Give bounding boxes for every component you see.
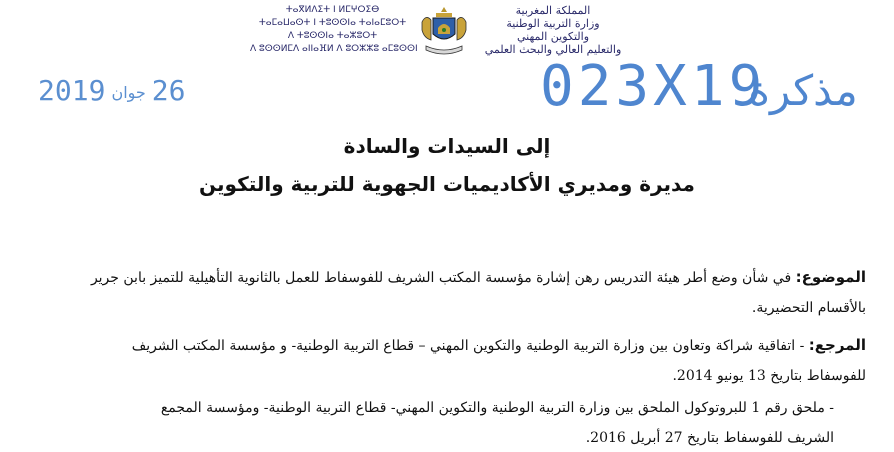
ministry-header — [478, 4, 628, 56]
tifinagh-line-3: ⴷ ⵜⵓⵙⵙⵏⴰ ⵜⴰⵣⵓⵔⵜ — [287, 31, 378, 41]
reference-2-line-2: الشريف للفوسفاط بتاريخ 27 أبريل 2016. — [585, 430, 834, 446]
reference-1-line-1 — [26, 336, 866, 354]
reference-1-text-1: - اتفاقية شراكة وتعاون بين وزارة التربية الوطنية والتكوين المهني – قطاع التربية الوطنية- و مؤسسة المكتب الشريف — [131, 338, 805, 354]
subject-line-1 — [26, 268, 866, 286]
addressee-line-1: إلى السيدات والسادة — [343, 134, 551, 158]
tifinagh-line-4: ⴷ ⵓⵙⵙⵍⵎⴷ ⴰⵏⵏⴰⴼⵍ ⴷ ⵓⵔⵣⵣⵓ ⴰⵎⵓⵙⵙⵏ — [250, 44, 418, 54]
addressee-line-2: مديرة ومديري الأكاديميات الجهوية للتربية والتكوين — [199, 172, 695, 196]
subject-label: الموضوع: — [795, 268, 866, 286]
stamp-day: 26 — [151, 74, 186, 107]
subject-text-1: في شأن وضع أطر هيئة التدريس رهن إشارة مؤسسة المكتب الشريف للفوسفاط للعمل بالثانوية التأهيلية للتميز بابن جرير — [90, 270, 792, 286]
stamp-month: جوان — [111, 82, 146, 102]
ministry-line-4: والتعليم العالي والبحث العلمي — [484, 43, 622, 56]
ministry-line-2: وزارة التربية الوطنية — [506, 17, 600, 30]
reference-2-line-1: - ملحق رقم 1 للبروتوكول الملحق بين وزارة التربية الوطنية والتكوين المهني- قطاع التربية الوطنية- ومؤسسة المجمع — [160, 400, 834, 416]
reference-label: المرجع: — [808, 336, 866, 354]
ministry-line-1: المملكة المغربية — [515, 4, 591, 17]
tifinagh-line-1: ⵜⴰⴳⵍⴷⵉⵜ ⵏ ⵍⵎⵖⵔⵉⴱ — [285, 5, 380, 15]
subject-line-2: بالأقسام التحضيرية. — [751, 300, 866, 316]
stamp-number: 023X19 — [540, 54, 767, 119]
stamp-word: مذكرة — [748, 66, 858, 115]
ministry-line-3: والتكوين المهني — [516, 30, 590, 43]
stamp-year: 2019 — [38, 74, 106, 107]
tifinagh-header — [250, 4, 418, 56]
tifinagh-line-2: ⵜⴰⵎⴰⵡⴰⵙⵜ ⵏ ⵜⵓⵙⵙⵏⴰ ⵜⴰⵏⴰⵎⵓⵔⵜ — [258, 18, 407, 28]
stamp-date — [38, 74, 186, 107]
reference-1-line-2: للفوسفاط بتاريخ 13 يونيو 2014. — [672, 368, 866, 384]
moroccan-coat-of-arms-icon — [416, 4, 472, 56]
